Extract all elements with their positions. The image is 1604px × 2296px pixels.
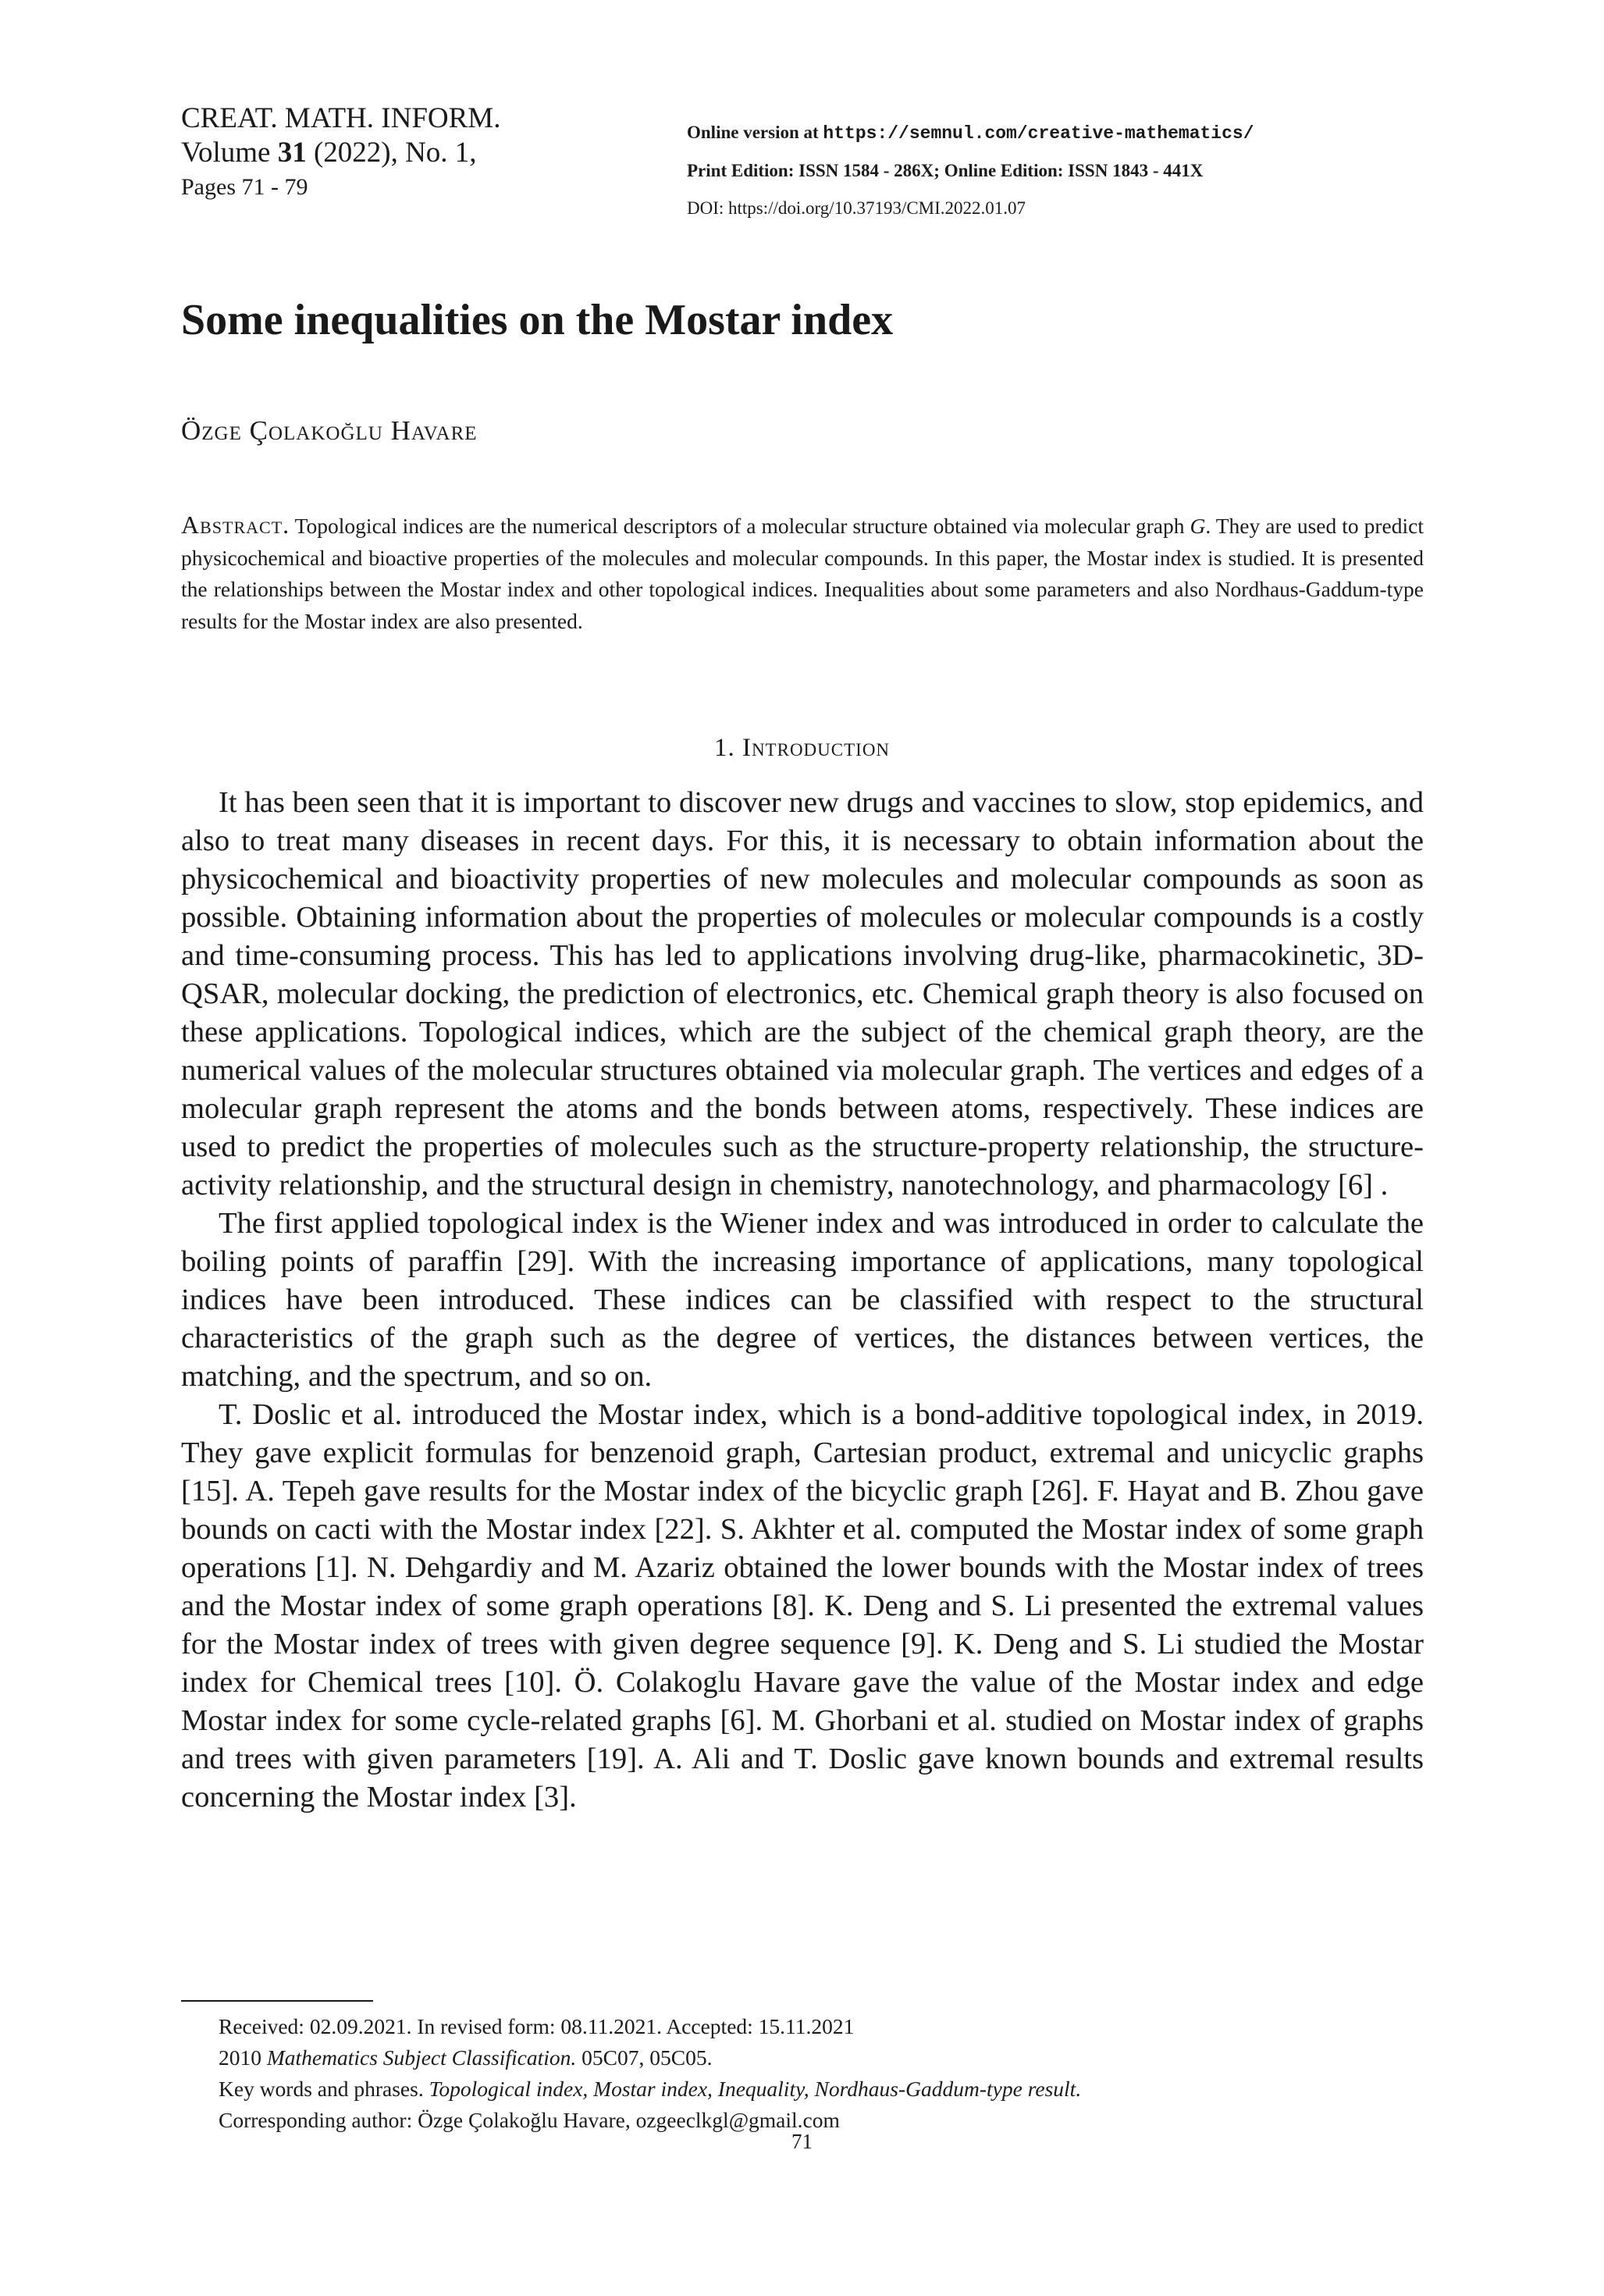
online-version: Online version at https://semnul.com/creative-mathematics/ [687,123,1254,144]
journal-name: CREAT. MATH. INFORM. [181,102,501,134]
volume-number: 31 [277,137,307,169]
paragraph: The first applied topological index is the Wiener index and was introduced in order to calculate the boiling points of paraffin [29]. With the increasing importance of applications, many topological indices have been introduced. These indices can be classified with respect to the structural characteristics of the graph such as the degree of vertices, the distances between vertices, the matching, and the spectrum, and so on. [181,1207,1424,1393]
page-number: 71 [791,2130,813,2153]
received-dates: Received: 02.09.2021. In revised form: 08.11.2021. Accepted: 15.11.2021 [219,2014,855,2038]
abstract: Abstract. Topological indices are the numerical descriptors of a molecular structure obtained via molecular graph G. They are used to predict physicochemical and bioactive properties of the molecules and molecular compounds. In this paper, the Mostar index is studied. It is presented the relationships between the Mostar index and other topological indices. Inequalities about some parameters and also Nordhaus-Gaddum-type results for the Mostar index are also presented. [181,511,1424,633]
body-text [181,784,1424,1817]
corresponding-author: Corresponding author: Özge Çolakoğlu Havare, ozgeeclkgl@gmail.com [219,2108,840,2132]
footnote-rule [181,2000,373,2002]
paragraph: T. Doslic et al. introduced the Mostar index, which is a bond-additive topological index, in 2019. They gave explicit formulas for benzenoid graph, Cartesian product, extremal and unicyclic graphs [15]. A. Tepeh gave results for the Mostar index of the bicyclic graph [26]. F. Hayat and B. Zhou gave bounds on cacti with the Mostar index [22]. S. Akhter et al. computed the Mostar index of some graph operations [1]. N. Dehgardiy and M. Azariz obtained the lower bounds with the Mostar index of trees and the Mostar index of some graph operations [8]. K. Deng and S. Li presented the extremal values for the Mostar index of trees with given degree sequence [9]. K. Deng and S. Li studied the Mostar index for Chemical trees [10]. Ö. Colakoglu Havare gave the value of the Mostar index and edge Mostar index for some cycle-related graphs [6]. M. Ghorbani et al. studied on Mostar index of graphs and trees with given parameters [19]. A. Ali and T. Doslic gave known bounds and extremal results concerning the Mostar index [3]. [181,1398,1424,1814]
online-url-link[interactable]: https://semnul.com/creative-mathematics/ [823,123,1254,144]
abstract-label: Abstract. [181,511,290,539]
doi-link[interactable]: DOI: https://doi.org/10.37193/CMI.2022.01.07 [687,198,1026,218]
keywords: Key words and phrases. Topological index, Mostar index, Inequality, Nordhaus-Gaddum-type result. [219,2077,1082,2101]
paper-title: Some inequalities on the Mostar index [181,296,894,344]
journal-info [181,101,500,205]
edition-info [687,114,1254,227]
author-name: Özge Çolakoğlu Havare [181,415,478,446]
journal-pages: Pages 71 - 79 [181,174,308,200]
section-heading: 1. Introduction [713,734,891,762]
msc-classification: 2010 Mathematics Subject Classification. 05C07, 05C05. [219,2045,713,2070]
graph-symbol: G [1190,514,1206,538]
issn-line: Print Edition: ISSN 1584 - 286X; Online Edition: ISSN 1843 - 441X [687,161,1204,180]
journal-volume: Volume 31 (2022), No. 1, [181,137,477,169]
paragraph: It has been seen that it is important to discover new drugs and vaccines to slow, stop epidemics, and also to treat many diseases in recent days. For this, it is necessary to obtain information about the physicochemical and bioactivity properties of new molecules and molecular compounds as soon as possible. Obtaining information about the properties of molecules or molecular compounds is a costly and time-consuming process. This has led to applications involving drug-like, pharmacokinetic, 3D-QSAR, molecular docking, the prediction of electronics, etc. Chemical graph theory is also focused on these applications. Topological indices, which are the subject of the chemical graph theory, are the numerical values of the molecular structures obtained via molecular graph. The vertices and edges of a molecular graph represent the atoms and the bonds between atoms, respectively. These indices are used to predict the properties of molecules such as the structure-property relationship, the structure-activity relationship, and the structural design in chemistry, nanotechnology, and pharmacology [6] . [181,786,1424,1201]
footnotes [219,2011,1424,2136]
